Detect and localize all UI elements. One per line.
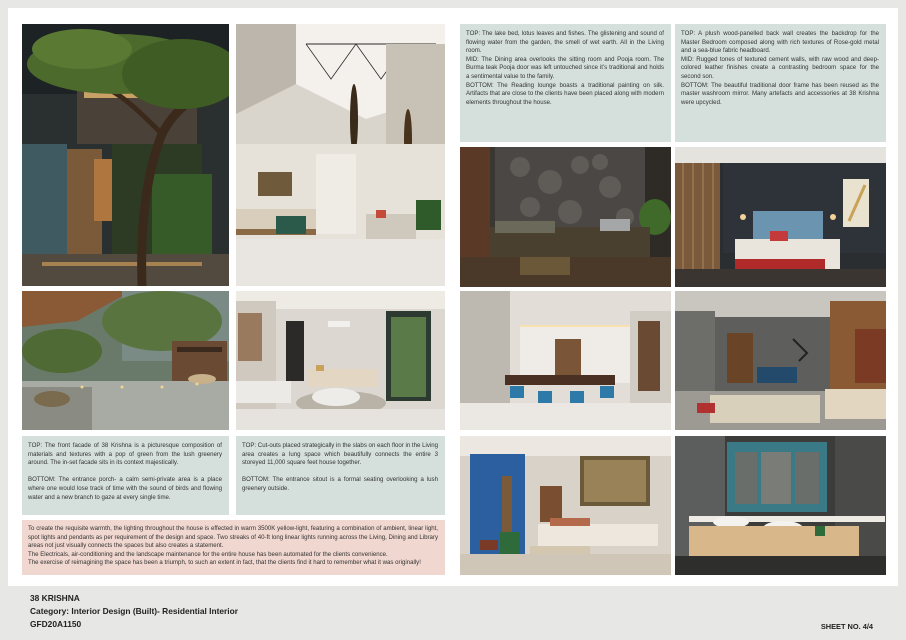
summary-conclusion: The exercise of reimagining the space has been a triumph, to such an extent in fact, that the clients find it hard to remember what it was originally!: [28, 559, 421, 567]
project-category: Category: Interior Design (Built)- Residential Interior: [30, 606, 239, 616]
photo-front-facade: [22, 24, 229, 286]
summary-box: [22, 520, 445, 575]
photo-second-bedroom: [675, 291, 886, 430]
caption-box-facade-porch: [22, 436, 229, 515]
photo-dining-area: [460, 291, 671, 430]
photo-living-double-height: [236, 24, 445, 286]
caption-box-bedrooms-washroom: [675, 24, 886, 142]
caption-mid: MID: Rugged tones of textured cement walls, with raw wood and deep-colored leather finishes create a contrasting bedroom space for the second son.: [681, 55, 879, 80]
photo-master-bedroom: [675, 147, 886, 287]
project-code: GFD20A1150: [30, 619, 82, 629]
project-title: 38 KRISHNA: [30, 593, 80, 603]
photo-entrance-porch: [22, 291, 229, 430]
photo-reading-lounge: [460, 436, 671, 575]
sheet-number: SHEET NO. 4/4: [820, 622, 873, 631]
photo-master-washroom: [675, 436, 886, 575]
caption-box-living-sitout: [236, 436, 445, 515]
caption-top: TOP: The front facade of 38 Krishna is a picturesque composition of materials and textures with a pop of green from the lush greenery around. The in-set facade sits in its context majestically.: [28, 442, 222, 467]
caption-bottom: BOTTOM: The entrance sitout is a formal seating overlooking a lush greenery outside.: [242, 476, 438, 492]
caption-bottom: BOTTOM: The Reading lounge boasts a traditional painting on silk. Artifacts that are close to the clients have been placed along with modern elements throughout the house.: [466, 81, 664, 106]
caption-bottom: BOTTOM: The beautiful traditional door frame has been reused as the master washroom mirror. Many artefacts and accessories at 38 Krishna were upcycled.: [681, 81, 879, 106]
photo-living-stone-wall: [460, 147, 671, 287]
caption-top: TOP: Cut-outs placed strategically in the slabs on each floor in the Living area creates a lung space which beautifully connects the entire 3 storeyed 11,000 square feet house together.: [242, 442, 439, 467]
footer: [30, 592, 238, 631]
summary-automation: The Electricals, air-conditioning and the landscape maintenance for the entire house has been automated for the clients convenience.: [28, 550, 388, 558]
caption-mid: MID: The Dining area overlooks the sitting room and Pooja room. The Burma teak Pooja door was left untouched since it’s traditional and holds a sentimental value to the family.: [466, 55, 664, 80]
caption-top: TOP: A plush wood-panelled back wall creates the backdrop for the Master Bedroom composed along with rich textures of Rose-gold metal and a sea-blue fabric headboard.: [681, 30, 879, 55]
summary-lighting: To create the requisite warmth, the lighting throughout the house is effected in warm 3500K yellow-light, featuring a combination of ambient, linear light, spot lights and pendants as per requirement of the design and space. Two streaks of 40-ft long linear lights running across the Living, Dining and Library areas not just visually connects the spaces but also creates a statement.: [28, 525, 438, 550]
caption-top: TOP: The lake bed, lotus leaves and fishes. The glistening and sound of flowing water from the garden, the smell of wet earth. All in the Living room.: [466, 30, 664, 55]
photo-entrance-sitout: [236, 291, 445, 430]
caption-bottom: BOTTOM: The entrance porch- a calm semi-private area is a place where one would lose track of time with the sound of birds and flowing water and a new branch to gaze at every single time.: [28, 476, 222, 501]
caption-box-living-dining-lounge: [460, 24, 671, 142]
